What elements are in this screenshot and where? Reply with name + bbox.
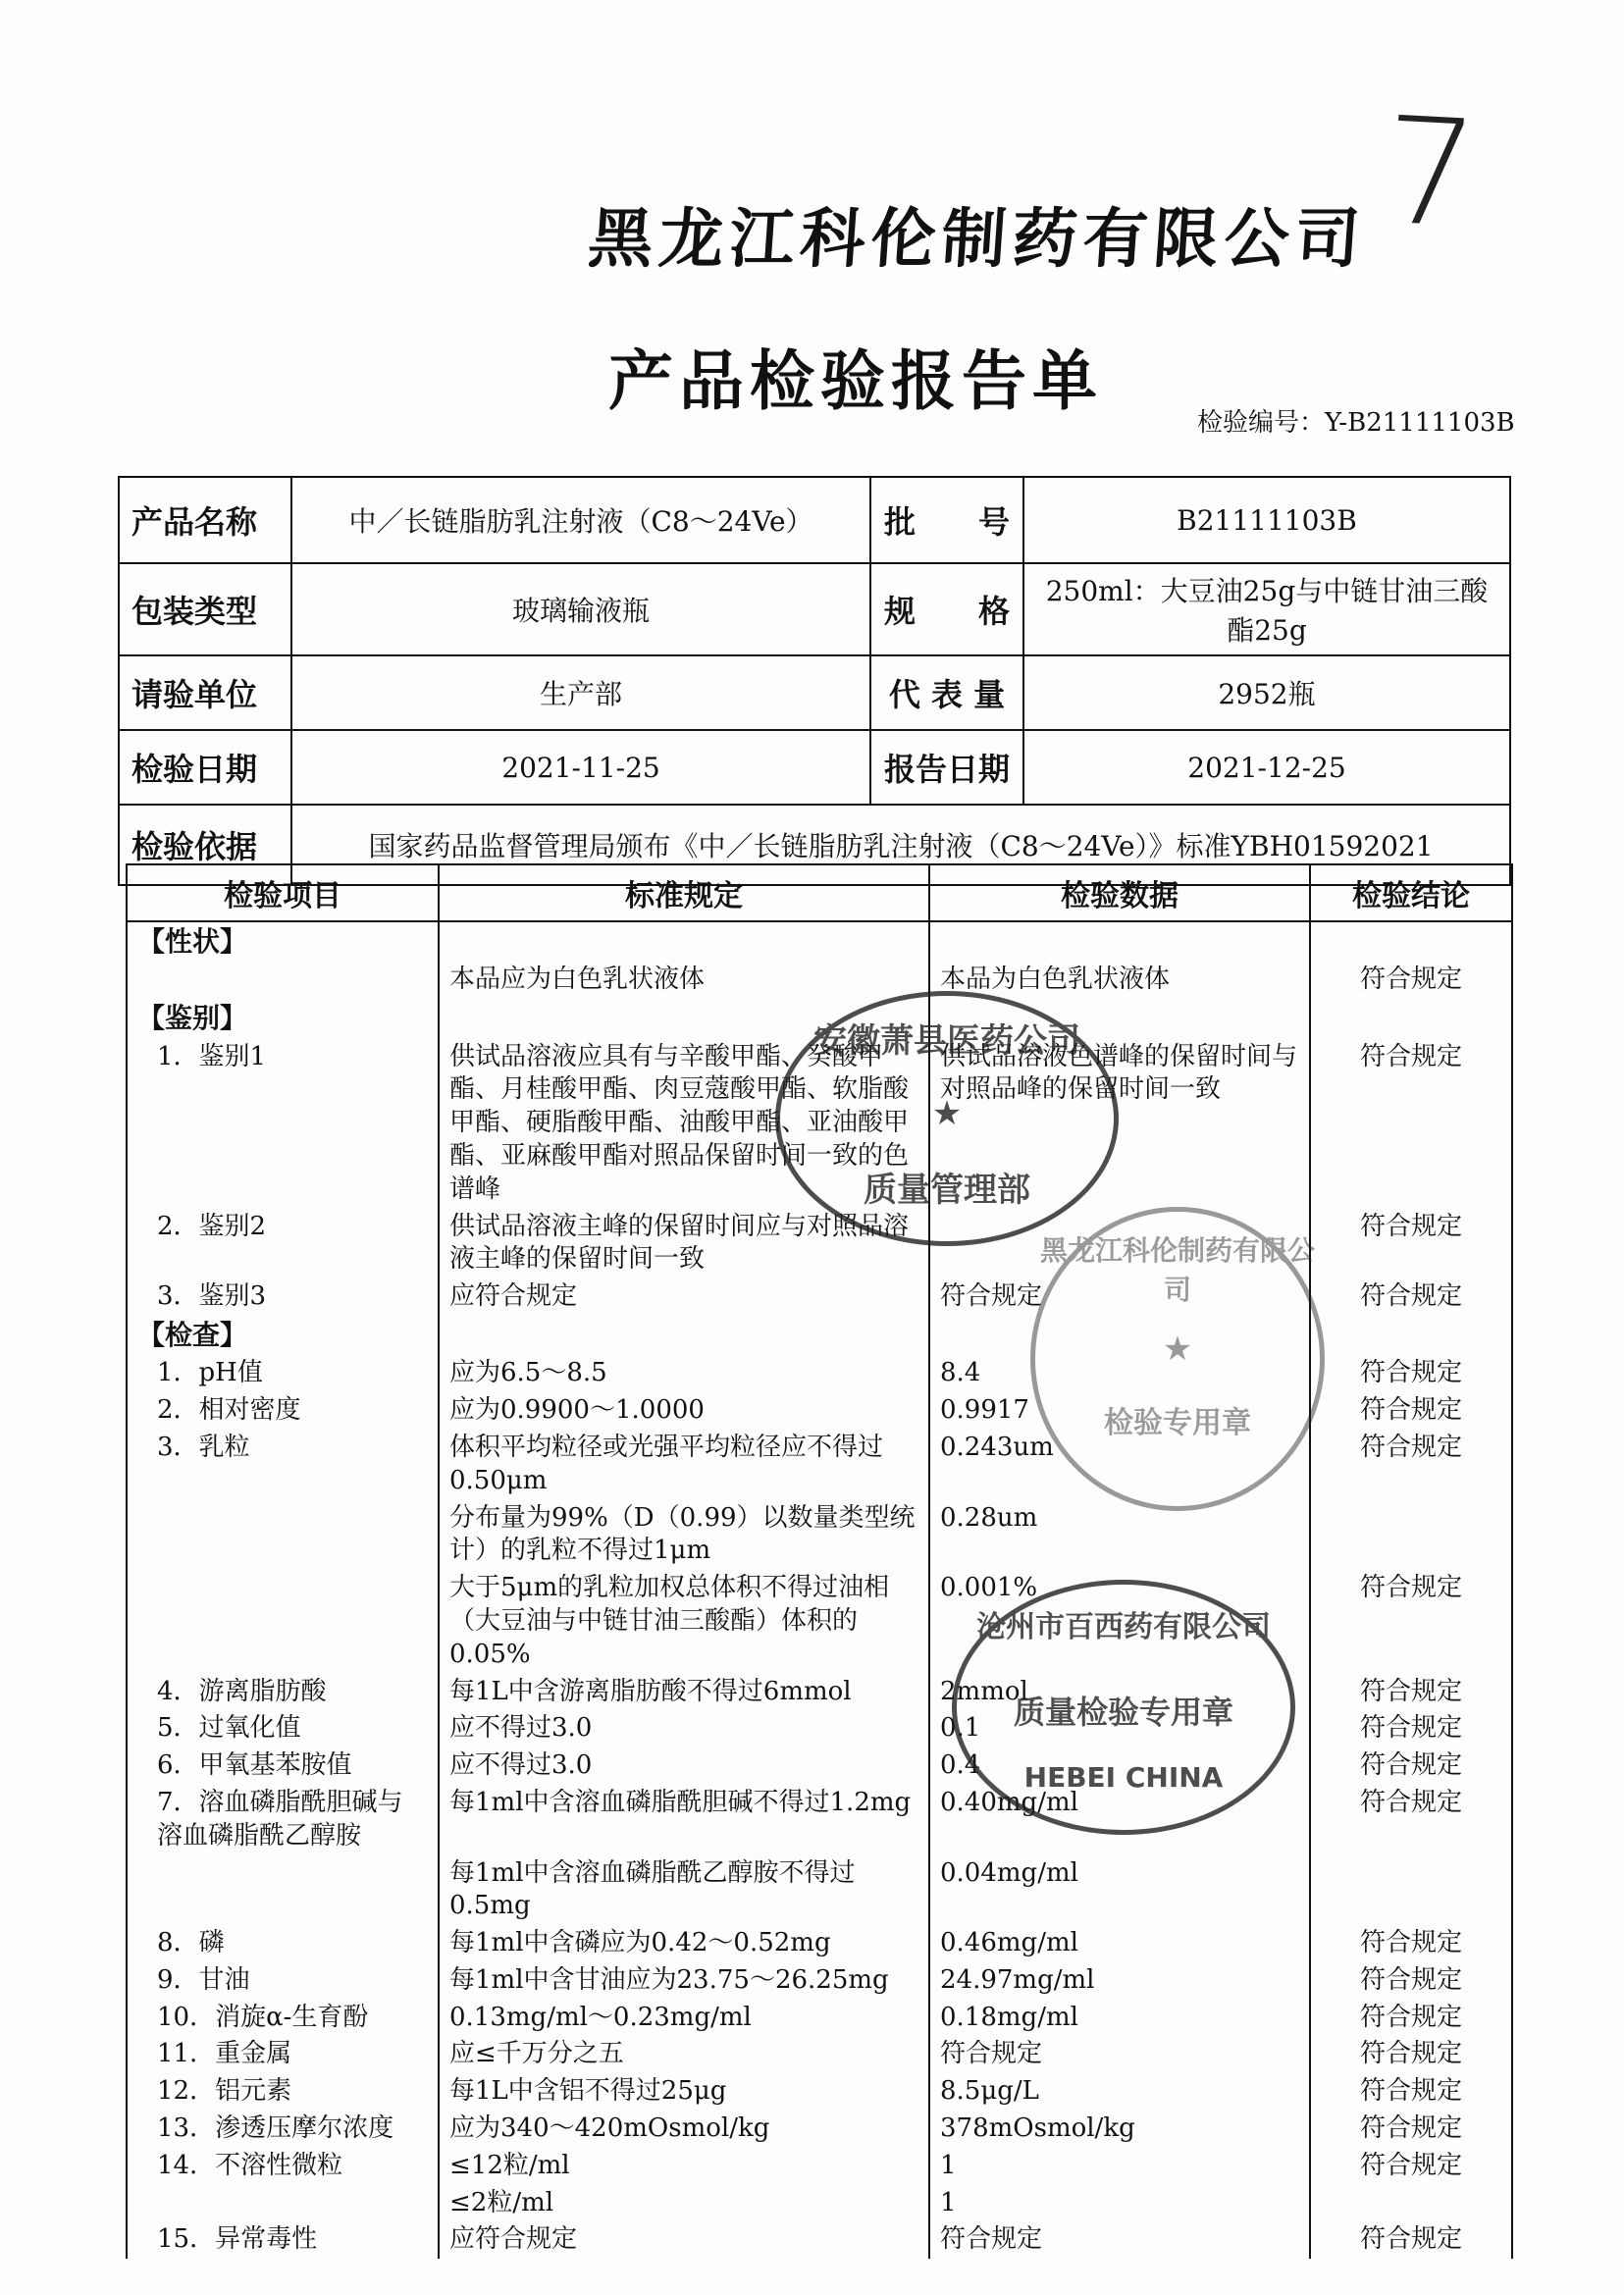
- standard-cell: 每1ml中含溶血磷脂酰乙醇胺不得过0.5mg: [439, 1855, 929, 1926]
- data-cell: 8.5μg/L: [929, 2073, 1310, 2111]
- standard-cell: 每1ml中含甘油应为23.75～26.25mg: [439, 1962, 929, 2000]
- standard-cell: 分布量为99%（D（0.99）以数量类型统计）的乳粒不得过1μm: [439, 1500, 929, 1571]
- data-cell: 24.97mg/ml: [929, 1962, 1310, 2000]
- stamp-ring-text: 沧州市百西药有限公司: [976, 1610, 1271, 1644]
- standard-cell: 应符合规定: [439, 1278, 929, 1316]
- stamp-quality-management: [775, 991, 1119, 1246]
- item-cell: [127, 1570, 439, 1673]
- result-row: [127, 2221, 1512, 2259]
- item-cell: 8．磷: [127, 1925, 439, 1962]
- item-cell: [127, 962, 439, 999]
- data-cell: 0.243um: [929, 1430, 1310, 1500]
- handwritten-page-number: 7: [1379, 85, 1482, 262]
- item-cell: 4．游离脂肪酸: [127, 1674, 439, 1711]
- stamp-ring-text: 安徽萧县医药公司: [813, 1021, 1080, 1061]
- stamp-quality-inspection: [952, 1580, 1295, 1835]
- data-cell: 0.4: [929, 1747, 1310, 1785]
- conclusion-cell: 符合规定: [1310, 1674, 1512, 1711]
- result-row: [127, 2036, 1512, 2073]
- standard-cell: 供试品溶液主峰的保留时间应与对照品溶液主峰的保留时间一致: [439, 1209, 929, 1279]
- data-cell: 0.001%: [929, 1570, 1310, 1673]
- star-icon: ★: [1162, 1330, 1193, 1369]
- data-cell: 供试品溶液色谱峰的保留时间与对照品峰的保留时间一致: [929, 1039, 1310, 1209]
- item-cell: 14．不溶性微粒: [127, 2148, 439, 2185]
- item-cell: 【性状】: [127, 921, 439, 962]
- data-cell: 0.28um: [929, 1500, 1310, 1571]
- conclusion-cell: 符合规定: [1310, 1710, 1512, 1747]
- item-cell: 6．甲氧基苯胺值: [127, 1747, 439, 1785]
- result-row: [127, 1710, 1512, 1747]
- standard-cell: 应为340～420mOsmol/kg: [439, 2111, 929, 2148]
- data-cell: 2mmol: [929, 1674, 1310, 1711]
- data-cell: 符合规定: [929, 2221, 1310, 2259]
- result-row: [127, 2148, 1512, 2185]
- data-cell: 1: [929, 2148, 1310, 2185]
- standard-cell: 每1ml中含溶血磷脂酰胆碱不得过1.2mg: [439, 1785, 929, 1855]
- stamp-center-text: 质量检验专用章: [1013, 1694, 1233, 1731]
- test-date-label: 检验日期: [119, 730, 291, 805]
- star-icon: ★: [931, 1094, 963, 1133]
- result-row: [127, 962, 1512, 999]
- product-name-label: 产品名称: [119, 477, 291, 563]
- result-row: [127, 1570, 1512, 1673]
- product-name: 中／长链脂肪乳注射液（C8～24Ve）: [291, 477, 870, 563]
- header-table: [118, 476, 1511, 886]
- conclusion-cell: 符合规定: [1310, 1430, 1512, 1500]
- standard-cell: 本品应为白色乳状液体: [439, 962, 929, 999]
- stamp-bottom-text: HEBEI CHINA: [1023, 1761, 1224, 1794]
- result-row: [127, 2111, 1512, 2148]
- conclusion-cell: [1310, 1500, 1512, 1571]
- request-label: 请验单位: [119, 655, 291, 730]
- column-header-data: 检验数据: [929, 864, 1310, 921]
- standard-cell: [439, 921, 929, 962]
- item-cell: 5．过氧化值: [127, 1710, 439, 1747]
- item-cell: [127, 2185, 439, 2222]
- item-cell: 13．渗透压摩尔浓度: [127, 2111, 439, 2148]
- data-cell: 0.1: [929, 1710, 1310, 1747]
- standard-cell: 应为0.9900～1.0000: [439, 1392, 929, 1430]
- conclusion-cell: 符合规定: [1310, 2073, 1512, 2111]
- conclusion-cell: [1310, 999, 1512, 1038]
- standard-cell: 每1L中含游离脂肪酸不得过6mmol: [439, 1674, 929, 1711]
- conclusion-cell: [1310, 1316, 1512, 1355]
- item-cell: 【鉴别】: [127, 999, 439, 1038]
- item-cell: 2．相对密度: [127, 1392, 439, 1430]
- standard-cell: 大于5μm的乳粒加权总体积不得过油相（大豆油与中链甘油三酸酯）体积的0.05%: [439, 1570, 929, 1673]
- stamp-center-text: 质量管理部: [864, 1171, 1030, 1210]
- standard-cell: 0.13mg/ml～0.23mg/ml: [439, 2000, 929, 2037]
- result-row: [127, 2185, 1512, 2222]
- data-cell: 0.18mg/ml: [929, 2000, 1310, 2037]
- item-cell: 3．乳粒: [127, 1430, 439, 1500]
- conclusion-cell: 符合规定: [1310, 1392, 1512, 1430]
- standard-cell: 供试品溶液应具有与辛酸甲酯、癸酸甲酯、月桂酸甲酯、肉豆蔻酸甲酯、软脂酸甲酯、硬脂酸甲酯、油酸甲酯、亚油酸甲酯、亚麻酸甲酯对照品保留时间一致的色谱峰: [439, 1039, 929, 1209]
- package-value: 玻璃输液瓶: [291, 563, 870, 655]
- result-row: [127, 1925, 1512, 1962]
- item-cell: 3．鉴别3: [127, 1278, 439, 1316]
- standard-cell: 应符合规定: [439, 2221, 929, 2259]
- conclusion-cell: 符合规定: [1310, 1570, 1512, 1673]
- item-cell: 2．鉴别2: [127, 1209, 439, 1279]
- item-cell: [127, 1855, 439, 1926]
- conclusion-cell: 符合规定: [1310, 2148, 1512, 2185]
- conclusion-cell: 符合规定: [1310, 1039, 1512, 1209]
- conclusion-cell: [1310, 1855, 1512, 1926]
- data-cell: 本品为白色乳状液体: [929, 962, 1310, 999]
- result-row: [127, 1747, 1512, 1785]
- batch-label: 批 号: [870, 477, 1023, 563]
- result-row: [127, 2000, 1512, 2037]
- data-cell: 378mOsmol/kg: [929, 2111, 1310, 2148]
- conclusion-cell: 符合规定: [1310, 2000, 1512, 2037]
- conclusion-cell: 符合规定: [1310, 1785, 1512, 1855]
- conclusion-cell: 符合规定: [1310, 2036, 1512, 2073]
- item-cell: 1．鉴别1: [127, 1039, 439, 1209]
- standard-cell: 应不得过3.0: [439, 1747, 929, 1785]
- conclusion-cell: 符合规定: [1310, 1925, 1512, 1962]
- quantity-value: 2952瓶: [1023, 655, 1510, 730]
- result-row: [127, 1962, 1512, 2000]
- data-cell: 0.40mg/ml: [929, 1785, 1310, 1855]
- standard-cell: ≤2粒/ml: [439, 2185, 929, 2222]
- stamp-inspection: [1030, 1207, 1325, 1511]
- data-cell: [929, 921, 1310, 962]
- conclusion-cell: 符合规定: [1310, 2111, 1512, 2148]
- basis-value: 国家药品监督管理局颁布《中／长链脂肪乳注射液（C8～24Ve）》标准YBH01592021: [291, 805, 1510, 885]
- report-date-label: 报告日期: [870, 730, 1023, 805]
- item-cell: 15．异常毒性: [127, 2221, 439, 2259]
- standard-cell: [439, 1316, 929, 1355]
- conclusion-cell: 符合规定: [1310, 1355, 1512, 1392]
- conclusion-cell: 符合规定: [1310, 2221, 1512, 2259]
- basis-label: 检验依据: [119, 805, 291, 885]
- request-value: 生产部: [291, 655, 870, 730]
- test-date: 2021-11-25: [291, 730, 870, 805]
- item-cell: 10．消旋α-生育酚: [127, 2000, 439, 2037]
- result-row: [127, 1785, 1512, 1855]
- conclusion-cell: 符合规定: [1310, 1747, 1512, 1785]
- result-row: [127, 1500, 1512, 1571]
- item-cell: 【检查】: [127, 1316, 439, 1355]
- standard-cell: 应为6.5～8.5: [439, 1355, 929, 1392]
- section-row: [127, 921, 1512, 962]
- report-number: 检验编号：Y-B21111103B: [1197, 408, 1515, 438]
- item-cell: [127, 1500, 439, 1571]
- item-cell: 7．溶血磷脂酰胆碱与溶血磷脂酰乙醇胺: [127, 1785, 439, 1855]
- data-cell: 符合规定: [929, 1278, 1310, 1316]
- stamp-ring-text: 黑龙江科伦制药有限公司: [1039, 1234, 1315, 1306]
- conclusion-cell: 符合规定: [1310, 1278, 1512, 1316]
- column-header-item: 检验项目: [127, 864, 439, 921]
- batch-value: B21111103B: [1023, 477, 1510, 563]
- data-cell: 8.4: [929, 1355, 1310, 1392]
- data-cell: 0.04mg/ml: [929, 1855, 1310, 1926]
- result-row: [127, 1855, 1512, 1926]
- result-row: [127, 2073, 1512, 2111]
- column-header-standard: 标准规定: [439, 864, 929, 921]
- standard-cell: ≤12粒/ml: [439, 2148, 929, 2185]
- standard-cell: 每1ml中含磷应为0.42～0.52mg: [439, 1925, 929, 1962]
- standard-cell: 应≤千万分之五: [439, 2036, 929, 2073]
- data-cell: 1: [929, 2185, 1310, 2222]
- item-cell: 1．pH值: [127, 1355, 439, 1392]
- item-cell: 9．甘油: [127, 1962, 439, 2000]
- spec-value: 250ml：大豆油25g与中链甘油三酸酯25g: [1023, 563, 1510, 655]
- report-date: 2021-12-25: [1023, 730, 1510, 805]
- conclusion-cell: 符合规定: [1310, 1209, 1512, 1279]
- conclusion-cell: [1310, 2185, 1512, 2222]
- spec-label: 规 格: [870, 563, 1023, 655]
- data-cell: 符合规定: [929, 2036, 1310, 2073]
- document-title: 产品检验报告单: [608, 343, 1103, 419]
- data-cell: 0.46mg/ml: [929, 1925, 1310, 1962]
- data-cell: 0.9917: [929, 1392, 1310, 1430]
- conclusion-cell: [1310, 921, 1512, 962]
- item-cell: 11．重金属: [127, 2036, 439, 2073]
- quantity-label: 代 表 量: [870, 655, 1023, 730]
- standard-cell: 体积平均粒径或光强平均粒径应不得过0.50μm: [439, 1430, 929, 1500]
- company-name: 黑龙江科伦制药有限公司: [585, 201, 1369, 277]
- column-header-conclusion: 检验结论: [1310, 864, 1512, 921]
- stamp-center-text: 检验专用章: [1104, 1406, 1251, 1440]
- standard-cell: 每1L中含铝不得过25μg: [439, 2073, 929, 2111]
- standard-cell: 应不得过3.0: [439, 1710, 929, 1747]
- conclusion-cell: 符合规定: [1310, 962, 1512, 999]
- result-row: [127, 1674, 1512, 1711]
- package-label: 包装类型: [119, 563, 291, 655]
- conclusion-cell: 符合规定: [1310, 1962, 1512, 2000]
- item-cell: 12．铝元素: [127, 2073, 439, 2111]
